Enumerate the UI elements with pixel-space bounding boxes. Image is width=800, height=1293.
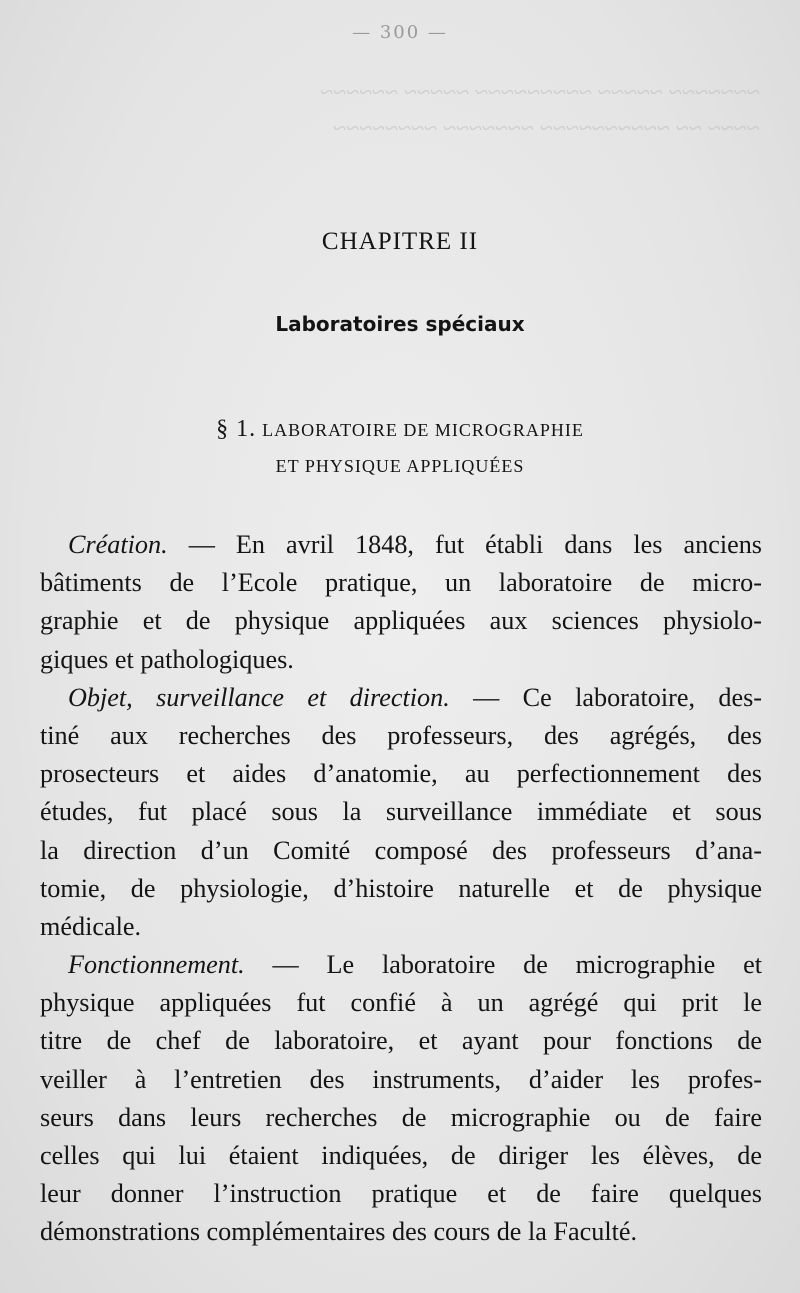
paragraph-line: leur donner l’instruction pratique et de faire quelques bbox=[40, 1179, 762, 1209]
paragraph-line: seurs dans leurs recherches de micrographie ou de faire bbox=[40, 1102, 762, 1132]
paragraph-line: veiller à l’entretien des instruments, d’aider les profes- bbox=[40, 1064, 762, 1094]
paragraph-line: celles qui lui étaient indiquées, de diriger les élèves, de bbox=[40, 1141, 762, 1170]
paragraph-line: bâtiments de l’Ecole pratique, un laboratoire de micro- bbox=[40, 568, 762, 598]
paragraph-line bbox=[40, 946, 762, 984]
paragraph-line bbox=[40, 679, 762, 717]
section-number: § 1. bbox=[216, 416, 257, 442]
paragraph-line: tomie, de physiologie, d’histoire naturelle et de physique bbox=[40, 873, 762, 903]
paragraph-lead: Fonctionnement. bbox=[68, 950, 245, 980]
paragraph-lead: Objet, surveillance et direction. bbox=[68, 682, 450, 712]
bleed-through-decoration: ~~~~~~~ ~~~~~ ~~~~~~~~~ ~~~~~ ~~~~~~ bbox=[320, 80, 760, 106]
bleed-through-decoration: ~~~~ ~~ ~~~~~~~~~~ ~~~~~~~ ~~~~~~~~ bbox=[333, 116, 760, 142]
section-title-line-1: LABORATOIRE DE MICROGRAPHIE bbox=[262, 420, 584, 440]
line-text: — Le laboratoire de micrographie et bbox=[244, 950, 762, 980]
chapter-heading: CHAPITRE II bbox=[321, 228, 479, 255]
chapter-subtitle: Laboratoires spéciaux bbox=[275, 312, 525, 336]
paragraph-line: titre de chef de laboratoire, et ayant pour fonctions de bbox=[40, 1026, 762, 1056]
line-text: — Ce laboratoire, des- bbox=[473, 682, 763, 712]
paragraph-line bbox=[40, 526, 762, 564]
paragraph-lead: Création. bbox=[68, 530, 168, 559]
section-title-line-2: ET PHYSIQUE APPLIQUÉES bbox=[275, 456, 525, 476]
paragraph-line: médicale. bbox=[40, 911, 142, 941]
paragraph-line: études, fut placé sous la surveillance immédiate et sous bbox=[40, 797, 762, 827]
paragraph-line: physique appliquées fut confié à un agrégé qui prit le bbox=[40, 988, 762, 1018]
body-text bbox=[40, 526, 762, 1252]
section-heading bbox=[0, 416, 800, 443]
paragraph-line: la direction d’un Comité composé des professeurs d’ana- bbox=[40, 835, 762, 865]
page-number: — 300 — bbox=[352, 22, 448, 43]
paragraph-line: graphie et de physique appliquées aux sciences physiolo- bbox=[40, 606, 762, 636]
line-text: — En avril 1848, fut établi dans les anciens bbox=[167, 530, 762, 559]
section-heading-continued bbox=[0, 456, 800, 477]
paragraph-line: tiné aux recherches des professeurs, des agrégés, des bbox=[40, 720, 762, 750]
paragraph-line: démonstrations complémentaires des cours de la Faculté. bbox=[40, 1217, 638, 1247]
paragraph-line: giques et pathologiques. bbox=[40, 644, 294, 674]
paragraph-line: prosecteurs et aides d’anatomie, au perfectionnement des bbox=[40, 759, 762, 789]
